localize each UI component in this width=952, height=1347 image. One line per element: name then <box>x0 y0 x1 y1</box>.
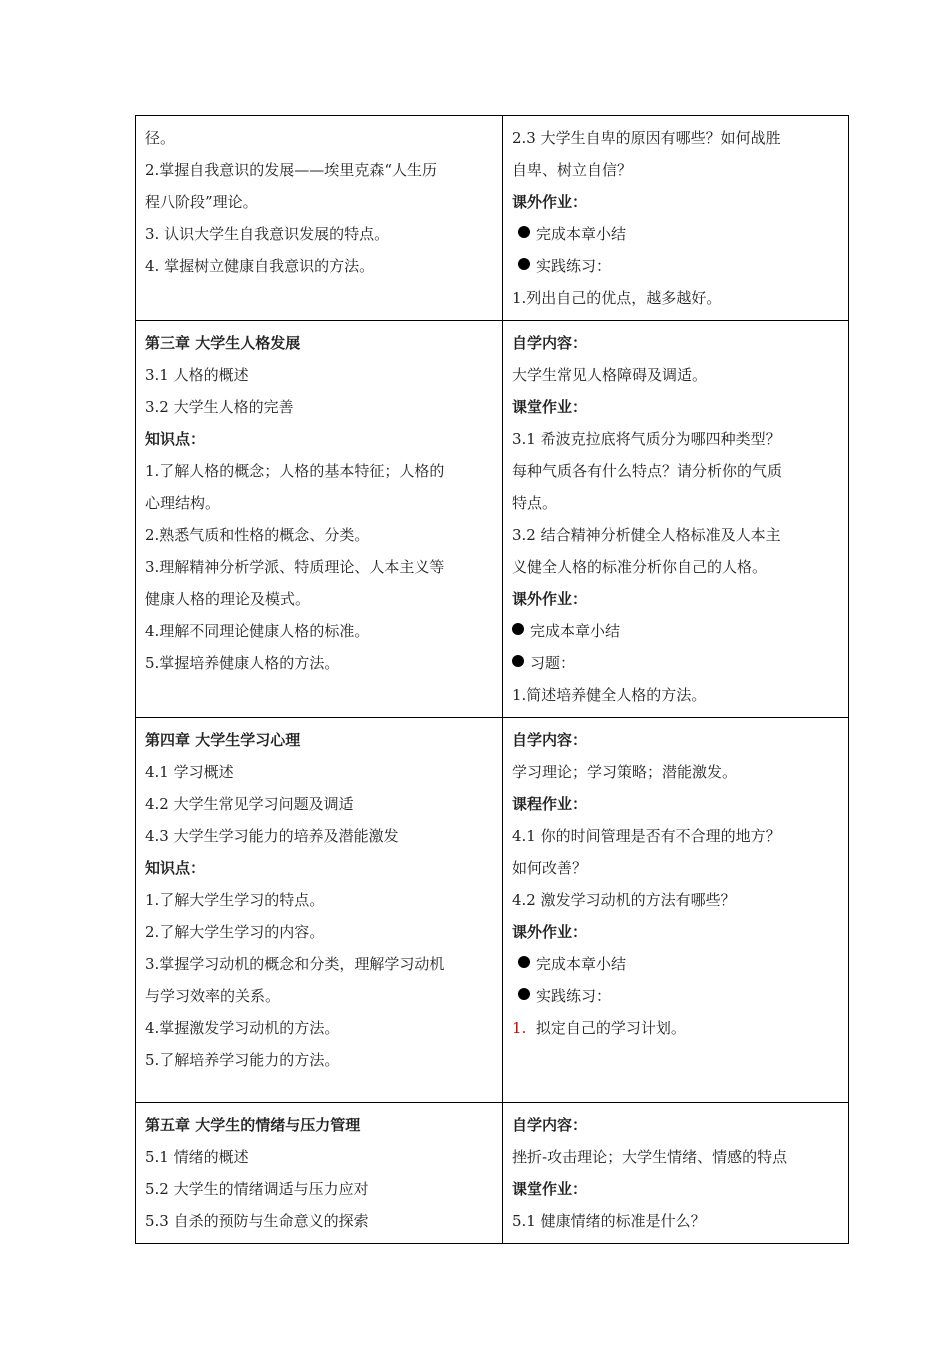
text-line: 5.了解培养学习能力的方法。 <box>145 1051 340 1069</box>
chapter-title: 第四章 大学生学习心理 <box>145 731 301 749</box>
text-line: 3.1 希波克拉底将气质分为哪四种类型？ <box>512 430 781 448</box>
text-line: 程八阶段”理论。 <box>145 193 258 211</box>
knowledge-points-heading: 知识点： <box>145 859 206 877</box>
text-line: 每种气质各有什么特点？请分析你的气质 <box>512 462 783 480</box>
section-line: 3.1 人格的概述 <box>145 366 249 384</box>
list-item: 实践练习： <box>512 250 840 282</box>
homework-heading: 课外作业： <box>512 193 588 211</box>
list-item: 实践练习： <box>512 980 840 1012</box>
classwork-heading: 课堂作业： <box>512 398 588 416</box>
text-line: 2.3 大学生自卑的原因有哪些？如何战胜 <box>512 129 781 147</box>
section-line: 5.3 自杀的预防与生命意义的探索 <box>145 1212 369 1230</box>
classwork-heading: 课堂作业： <box>512 1180 588 1198</box>
text-line: 4.1 你的时间管理是否有不合理的地方？ <box>512 827 781 845</box>
text-line: 3.2 结合精神分析健全人格标准及人本主 <box>512 526 781 544</box>
bullet-icon <box>518 956 530 968</box>
text-line: 挫折-攻击理论；大学生情绪、情感的特点 <box>512 1148 788 1166</box>
homework-heading: 课外作业： <box>512 923 588 941</box>
text-line: 学习理论；学习策略；潜能激发。 <box>512 763 738 781</box>
left-cell <box>136 718 503 1103</box>
text-line: 1.简述培养健全人格的方法。 <box>512 686 707 704</box>
text-line: 径。 <box>145 129 176 147</box>
text-line: 1.了解人格的概念；人格的基本特征；人格的 <box>145 462 445 480</box>
text-line: 1. 拟定自己的学习计划。 <box>512 1019 686 1037</box>
left-cell <box>136 116 503 321</box>
text-line: 5.1 健康情绪的标准是什么？ <box>512 1212 706 1230</box>
table-row <box>136 718 849 1103</box>
text-line: 4.理解不同理论健康人格的标准。 <box>145 622 370 640</box>
chapter-title: 第三章 大学生人格发展 <box>145 334 301 352</box>
coursework-heading: 课程作业： <box>512 795 588 813</box>
self-study-heading: 自学内容： <box>512 334 588 352</box>
table-row <box>136 116 849 321</box>
bullet-icon <box>518 988 530 1000</box>
section-line: 4.2 大学生常见学习问题及调适 <box>145 795 354 813</box>
list-item: 完成本章小结 <box>512 218 840 250</box>
text-line: 义健全人格的标准分析你自己的人格。 <box>512 558 768 576</box>
text-line: 1.了解大学生学习的特点。 <box>145 891 325 909</box>
self-study-heading: 自学内容： <box>512 731 588 749</box>
section-line: 4.1 学习概述 <box>145 763 234 781</box>
text-line: 3.掌握学习动机的概念和分类，理解学习动机 <box>145 955 445 973</box>
text-line: 2.了解大学生学习的内容。 <box>145 923 325 941</box>
right-cell <box>503 321 849 718</box>
syllabus-table <box>135 115 849 1244</box>
bullet-icon <box>512 623 524 635</box>
right-cell <box>503 1103 849 1244</box>
bullet-icon <box>518 226 530 238</box>
list-item: 完成本章小结 <box>512 615 840 647</box>
left-cell <box>136 1103 503 1244</box>
text-line: 1.列出自己的优点，越多越好。 <box>512 289 722 307</box>
section-line: 4.3 大学生学习能力的培养及潜能激发 <box>145 827 399 845</box>
list-number: 1. <box>512 1019 527 1037</box>
section-line: 5.1 情绪的概述 <box>145 1148 249 1166</box>
list-item: 习题： <box>512 647 840 679</box>
text-line: 大学生常见人格障碍及调适。 <box>512 366 708 384</box>
text-line: 特点。 <box>512 494 558 512</box>
text-line: 与学习效率的关系。 <box>145 987 281 1005</box>
text-line: 3. 认识大学生自我意识发展的特点。 <box>145 225 390 243</box>
text-line: 4.掌握激发学习动机的方法。 <box>145 1019 340 1037</box>
text-line: 如何改善？ <box>512 859 588 877</box>
text-line: 5.掌握培养健康人格的方法。 <box>145 654 340 672</box>
text-line: 健康人格的理论及模式。 <box>145 590 311 608</box>
bullet-icon <box>518 258 530 270</box>
text-line: 心理结构。 <box>145 494 221 512</box>
list-item: 完成本章小结 <box>512 948 840 980</box>
right-cell <box>503 116 849 321</box>
right-cell <box>503 718 849 1103</box>
homework-heading: 课外作业： <box>512 590 588 608</box>
chapter-title: 第五章 大学生的情绪与压力管理 <box>145 1116 361 1134</box>
text-line: 4. 掌握树立健康自我意识的方法。 <box>145 257 375 275</box>
text-line: 3.理解精神分析学派、特质理论、人本主义等 <box>145 558 445 576</box>
text-line: 2.熟悉气质和性格的概念、分类。 <box>145 526 370 544</box>
knowledge-points-heading: 知识点： <box>145 430 206 448</box>
section-line: 5.2 大学生的情绪调适与压力应对 <box>145 1180 369 1198</box>
text-line: 4.2 激发学习动机的方法有哪些？ <box>512 891 736 909</box>
table-row <box>136 321 849 718</box>
bullet-icon <box>512 655 524 667</box>
text-line: 2.掌握自我意识的发展——埃里克森“人生历 <box>145 161 437 179</box>
text-line: 自卑、树立自信？ <box>512 161 633 179</box>
left-cell <box>136 321 503 718</box>
self-study-heading: 自学内容： <box>512 1116 588 1134</box>
section-line: 3.2 大学生人格的完善 <box>145 398 294 416</box>
table-row <box>136 1103 849 1244</box>
